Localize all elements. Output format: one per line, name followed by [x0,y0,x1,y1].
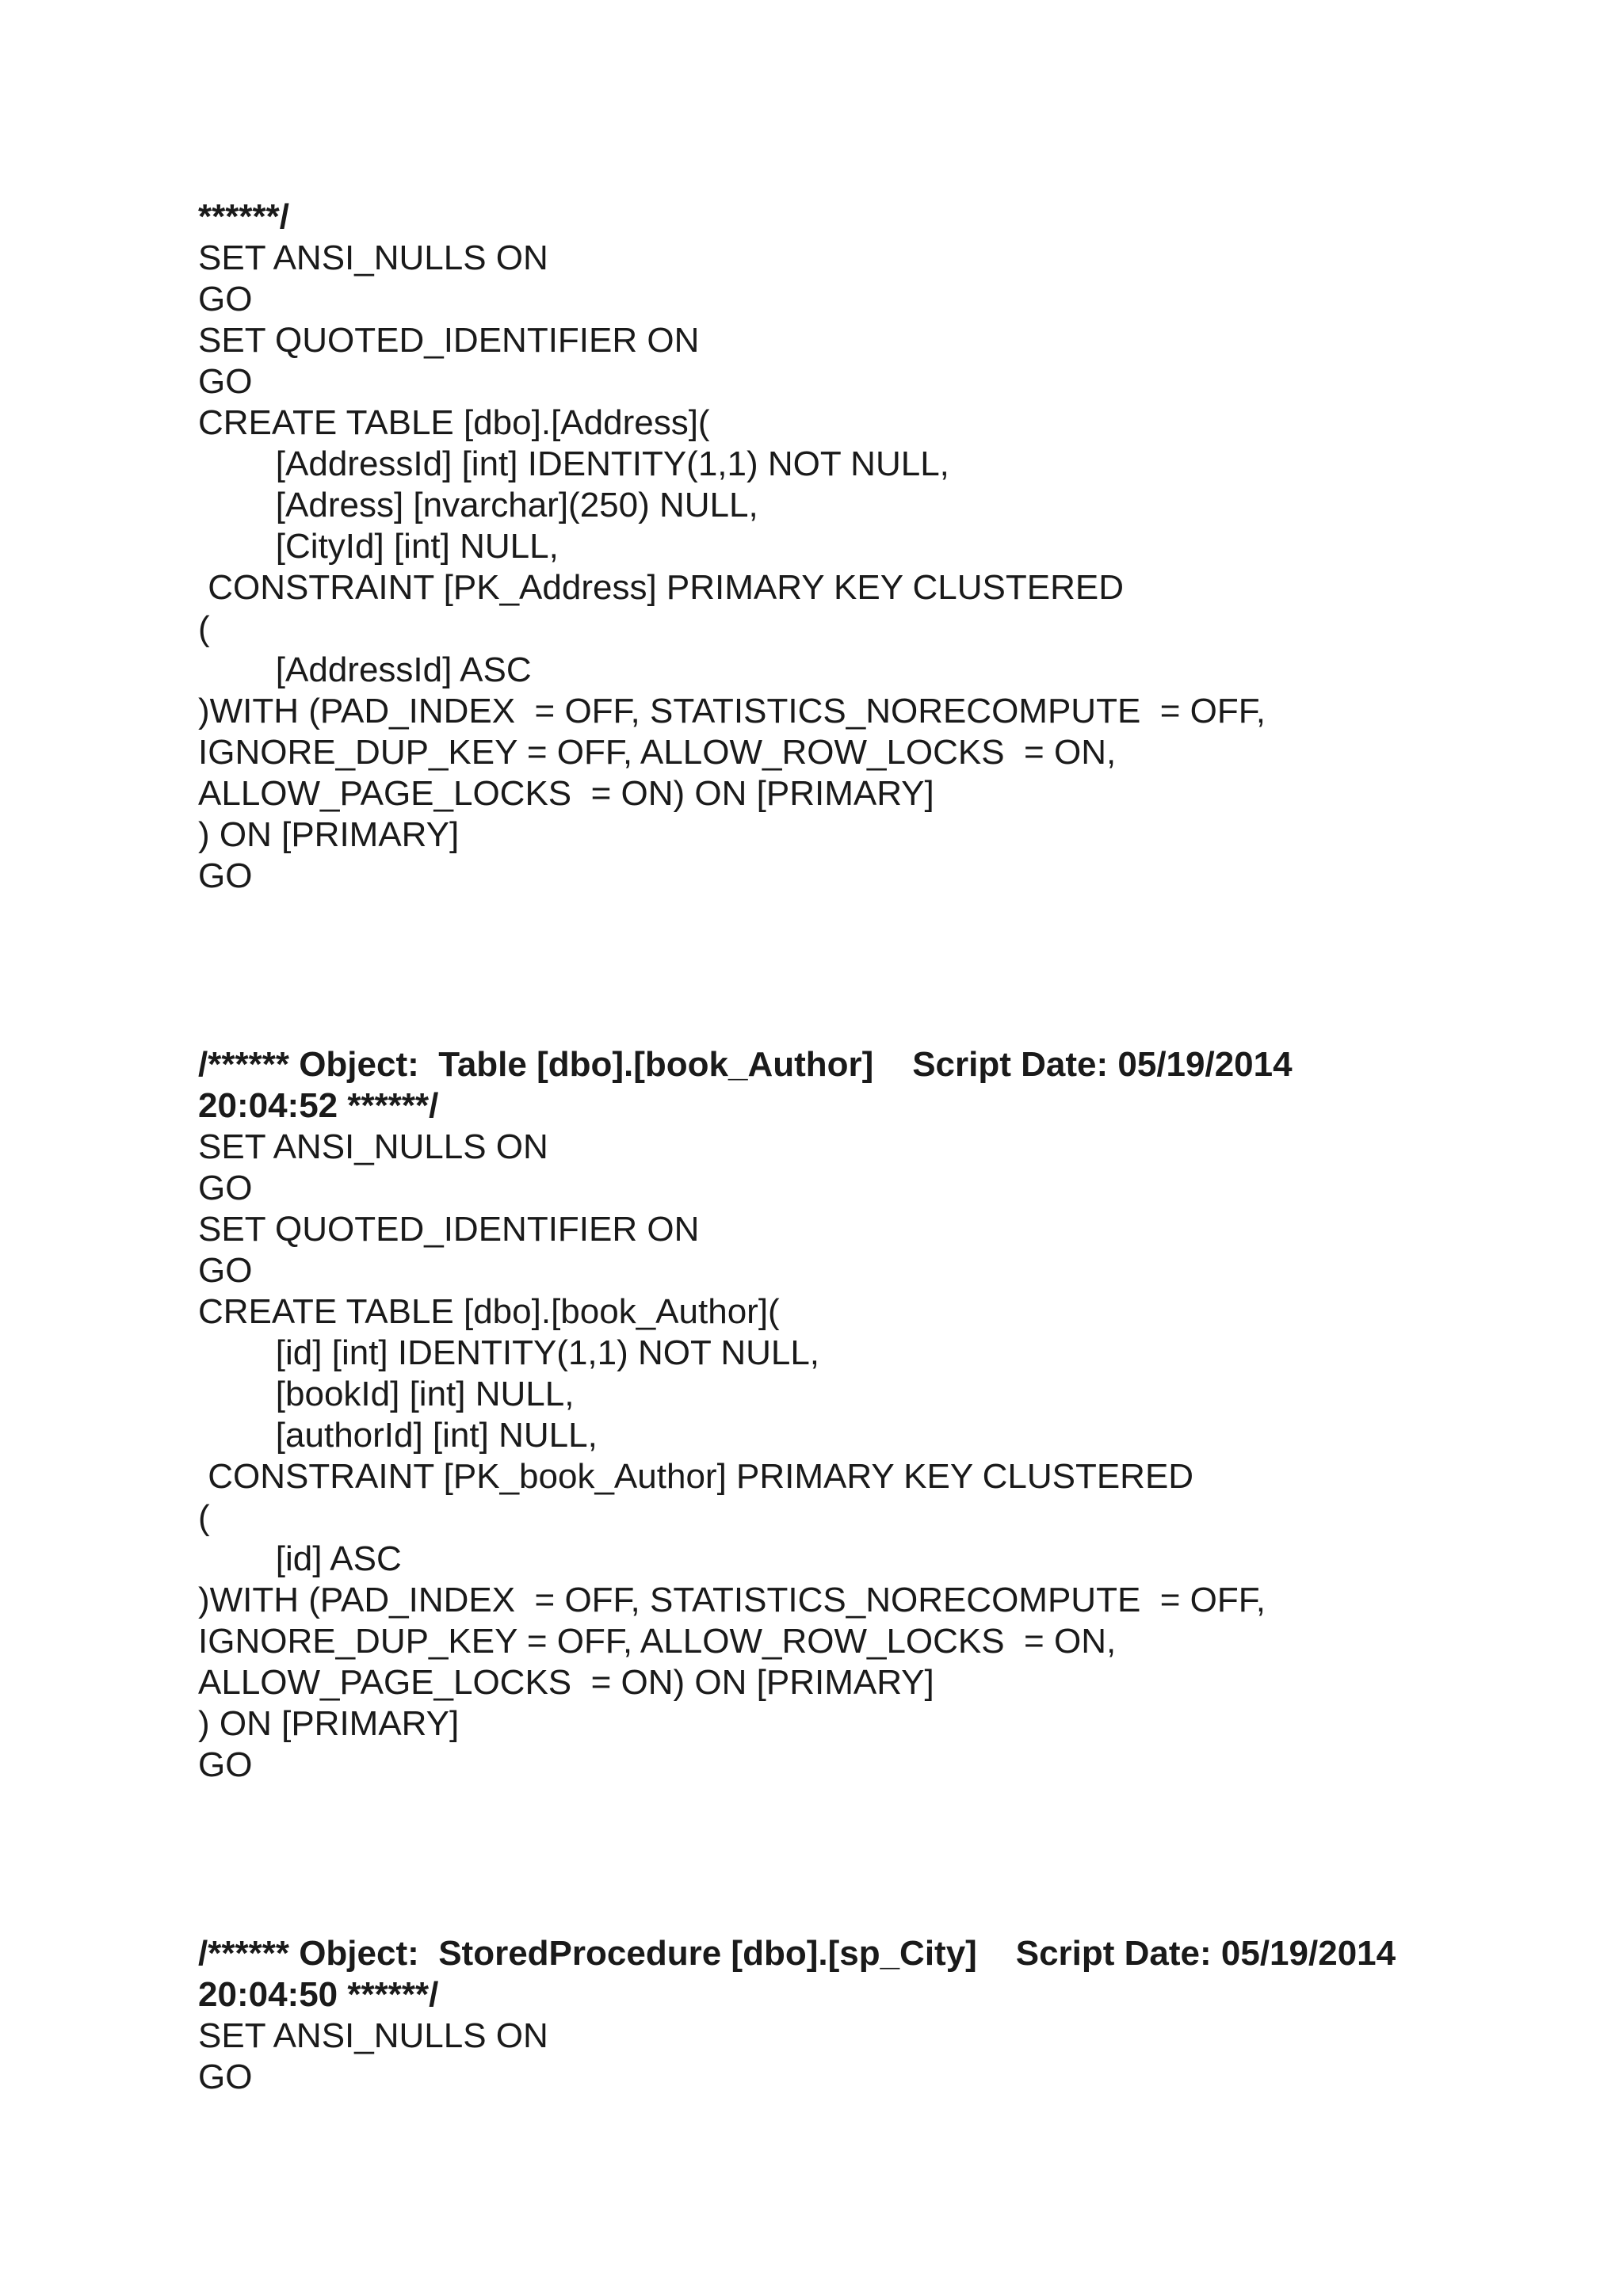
object-header-line: 20:04:52 ******/ [198,1086,439,1125]
code-line: GO [198,280,253,318]
code-line: GO [198,1745,253,1784]
code-line: CREATE TABLE [dbo].[Address]( [198,403,710,442]
code-line: ) ON [PRIMARY] [198,815,460,854]
code-line: IGNORE_DUP_KEY = OFF, ALLOW_ROW_LOCKS = ON, [198,1622,1117,1661]
code-line: )WITH (PAD_INDEX = OFF, STATISTICS_NORECOMPUTE = OFF, [198,692,1266,730]
code-line: CONSTRAINT [PK_Address] PRIMARY KEY CLUSTERED [198,568,1124,607]
object-header-line: /****** Object: StoredProcedure [dbo].[sp_City] Script Date: 05/19/2014 [198,1934,1396,1973]
comment-line: ******/ [198,197,289,236]
sql-block-sp-city-procedure [198,1933,1545,2098]
code-line: ( [198,609,210,648]
sql-block-address-table [198,196,1545,897]
object-header-line: 20:04:50 ******/ [198,1975,439,2014]
code-line: IGNORE_DUP_KEY = OFF, ALLOW_ROW_LOCKS = ON, [198,733,1117,772]
code-line: ALLOW_PAGE_LOCKS = ON) ON [PRIMARY] [198,1663,934,1702]
code-line: GO [198,1251,253,1290]
code-line: [Adress] [nvarchar](250) NULL, [198,486,758,524]
code-line: [CityId] [int] NULL, [198,527,559,566]
code-line: SET QUOTED_IDENTIFIER ON [198,1210,700,1249]
code-line: GO [198,856,253,895]
code-line: SET ANSI_NULLS ON [198,238,548,277]
code-line: [authorId] [int] NULL, [198,1416,598,1455]
code-line: [AddressId] ASC [198,650,532,689]
code-line: )WITH (PAD_INDEX = OFF, STATISTICS_NORECOMPUTE = OFF, [198,1581,1266,1619]
code-line: GO [198,362,253,401]
code-line: [id] ASC [198,1539,402,1578]
code-line: SET QUOTED_IDENTIFIER ON [198,321,700,360]
code-line: SET ANSI_NULLS ON [198,1127,548,1166]
object-header-line: /****** Object: Table [dbo].[book_Author] Script Date: 05/19/2014 [198,1045,1293,1084]
code-line: GO [198,2058,253,2096]
code-line: ALLOW_PAGE_LOCKS = ON) ON [PRIMARY] [198,774,934,813]
code-line: ) ON [PRIMARY] [198,1704,460,1743]
code-line: [id] [int] IDENTITY(1,1) NOT NULL, [198,1333,820,1372]
code-line: ( [198,1498,210,1537]
sql-block-book-author-table [198,1044,1545,1786]
code-line: CREATE TABLE [dbo].[book_Author]( [198,1292,780,1331]
code-line: SET ANSI_NULLS ON [198,2016,548,2055]
code-line: [AddressId] [int] IDENTITY(1,1) NOT NULL, [198,444,949,483]
code-line: GO [198,1169,253,1207]
code-line: [bookId] [int] NULL, [198,1375,575,1413]
code-line: CONSTRAINT [PK_book_Author] PRIMARY KEY CLUSTERED [198,1457,1194,1496]
